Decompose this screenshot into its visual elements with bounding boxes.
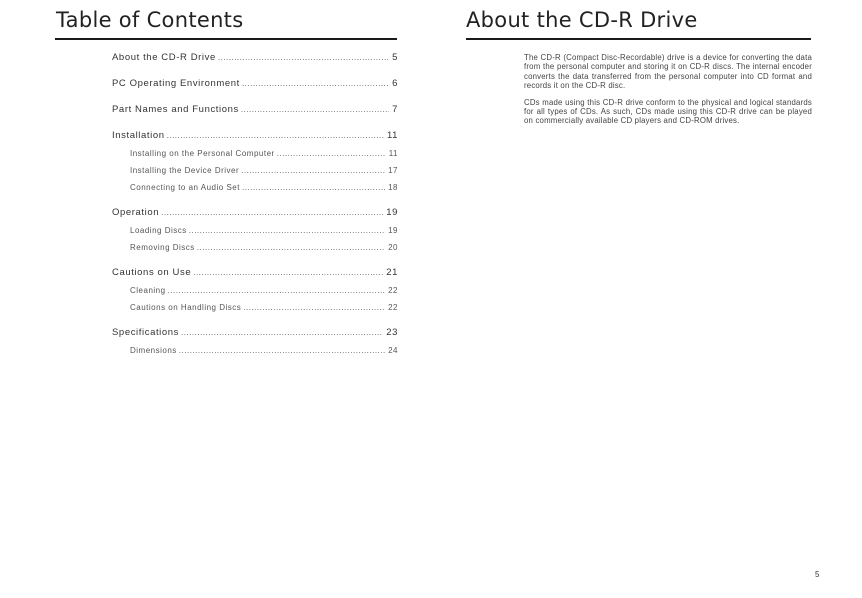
about-heading-rule — [466, 38, 811, 40]
leader-dots — [161, 208, 383, 217]
toc-entry-installing-pc[interactable] — [112, 149, 398, 160]
table-of-contents — [112, 52, 398, 357]
toc-entry-operation[interactable] — [112, 207, 398, 220]
toc-entry-page: 7 — [392, 104, 398, 115]
toc-entry-installation[interactable] — [112, 130, 398, 143]
toc-entry-page: 20 — [388, 243, 398, 252]
leader-dots — [241, 166, 385, 175]
toc-entry-label: PC Operating Environment — [112, 78, 240, 89]
about-heading: About the CD-R Drive — [466, 8, 698, 32]
leader-dots — [181, 328, 383, 337]
toc-entry-page: 11 — [386, 130, 398, 141]
about-paragraph: CDs made using this CD-R drive conform to the physical and logical standards for all types of CDs. As such, CDs made using this CD-R drive can be played on commercially available CD players and CD-ROM drives. — [524, 97, 812, 126]
toc-entry-page: 5 — [392, 52, 398, 63]
leader-dots — [189, 226, 385, 235]
toc-entry-specifications[interactable] — [112, 327, 398, 340]
leader-dots — [242, 79, 389, 88]
toc-entry-label: Part Names and Functions — [112, 104, 239, 115]
toc-entry-label: Connecting to an Audio Set — [130, 183, 240, 192]
toc-entry-label: Removing Discs — [130, 243, 195, 252]
toc-entry-page: 19 — [388, 226, 398, 235]
toc-entry-label: Dimensions — [130, 346, 177, 355]
toc-entry-page: 11 — [388, 149, 398, 158]
toc-entry-cleaning[interactable] — [112, 286, 398, 297]
toc-entry-page: 17 — [388, 166, 398, 175]
toc-entry-page: 22 — [388, 286, 398, 295]
toc-entry-label: Loading Discs — [130, 226, 187, 235]
toc-entry-about[interactable] — [112, 52, 398, 65]
toc-entry-cautions[interactable] — [112, 267, 398, 280]
about-body — [524, 53, 812, 133]
leader-dots — [243, 303, 385, 312]
toc-entry-label: About the CD-R Drive — [112, 52, 216, 63]
toc-entry-handling-discs[interactable] — [112, 303, 398, 314]
toc-entry-label: Operation — [112, 207, 160, 218]
toc-entry-dimensions[interactable] — [112, 346, 398, 357]
toc-entry-pc-environment[interactable] — [112, 78, 398, 91]
toc-heading-rule — [55, 38, 397, 40]
toc-entry-page: 23 — [386, 327, 398, 338]
toc-entry-label: Cautions on Use — [112, 267, 192, 278]
toc-entry-page: 21 — [386, 267, 398, 278]
toc-entry-page: 18 — [388, 183, 398, 192]
toc-entry-page: 6 — [392, 78, 398, 89]
leader-dots — [193, 268, 383, 277]
leader-dots — [168, 286, 386, 295]
toc-entry-label: Cleaning — [130, 286, 166, 295]
toc-entry-audio-set[interactable] — [112, 183, 398, 194]
leader-dots — [197, 243, 385, 252]
toc-entry-label: Installing on the Personal Computer — [130, 149, 275, 158]
leader-dots — [179, 346, 385, 355]
toc-entry-label: Installation — [112, 130, 165, 141]
toc-entry-page: 22 — [388, 303, 398, 312]
toc-entry-page: 24 — [388, 346, 398, 355]
leader-dots — [241, 105, 389, 114]
toc-entry-label: Specifications — [112, 327, 180, 338]
toc-entry-label: Installing the Device Driver — [130, 166, 240, 175]
toc-entry-removing-discs[interactable] — [112, 243, 398, 254]
toc-entry-page: 19 — [386, 207, 398, 218]
leader-dots — [218, 53, 389, 62]
toc-entry-label: Cautions on Handling Discs — [130, 303, 242, 312]
toc-heading: Table of Contents — [56, 8, 244, 32]
about-paragraph: The CD-R (Compact Disc-Recordable) drive is a device for converting the data from the personal computer and storing it on CD-R discs. The internal encoder converts the data transferred from the personal computer into CD format and records it on the CD-R disc. — [524, 53, 812, 91]
leader-dots — [167, 131, 384, 140]
toc-entry-loading-discs[interactable] — [112, 226, 398, 237]
leader-dots — [242, 183, 385, 192]
leader-dots — [277, 149, 386, 158]
toc-entry-installing-driver[interactable] — [112, 166, 398, 177]
page-number: 5 — [815, 570, 820, 579]
toc-entry-part-names[interactable] — [112, 104, 398, 117]
